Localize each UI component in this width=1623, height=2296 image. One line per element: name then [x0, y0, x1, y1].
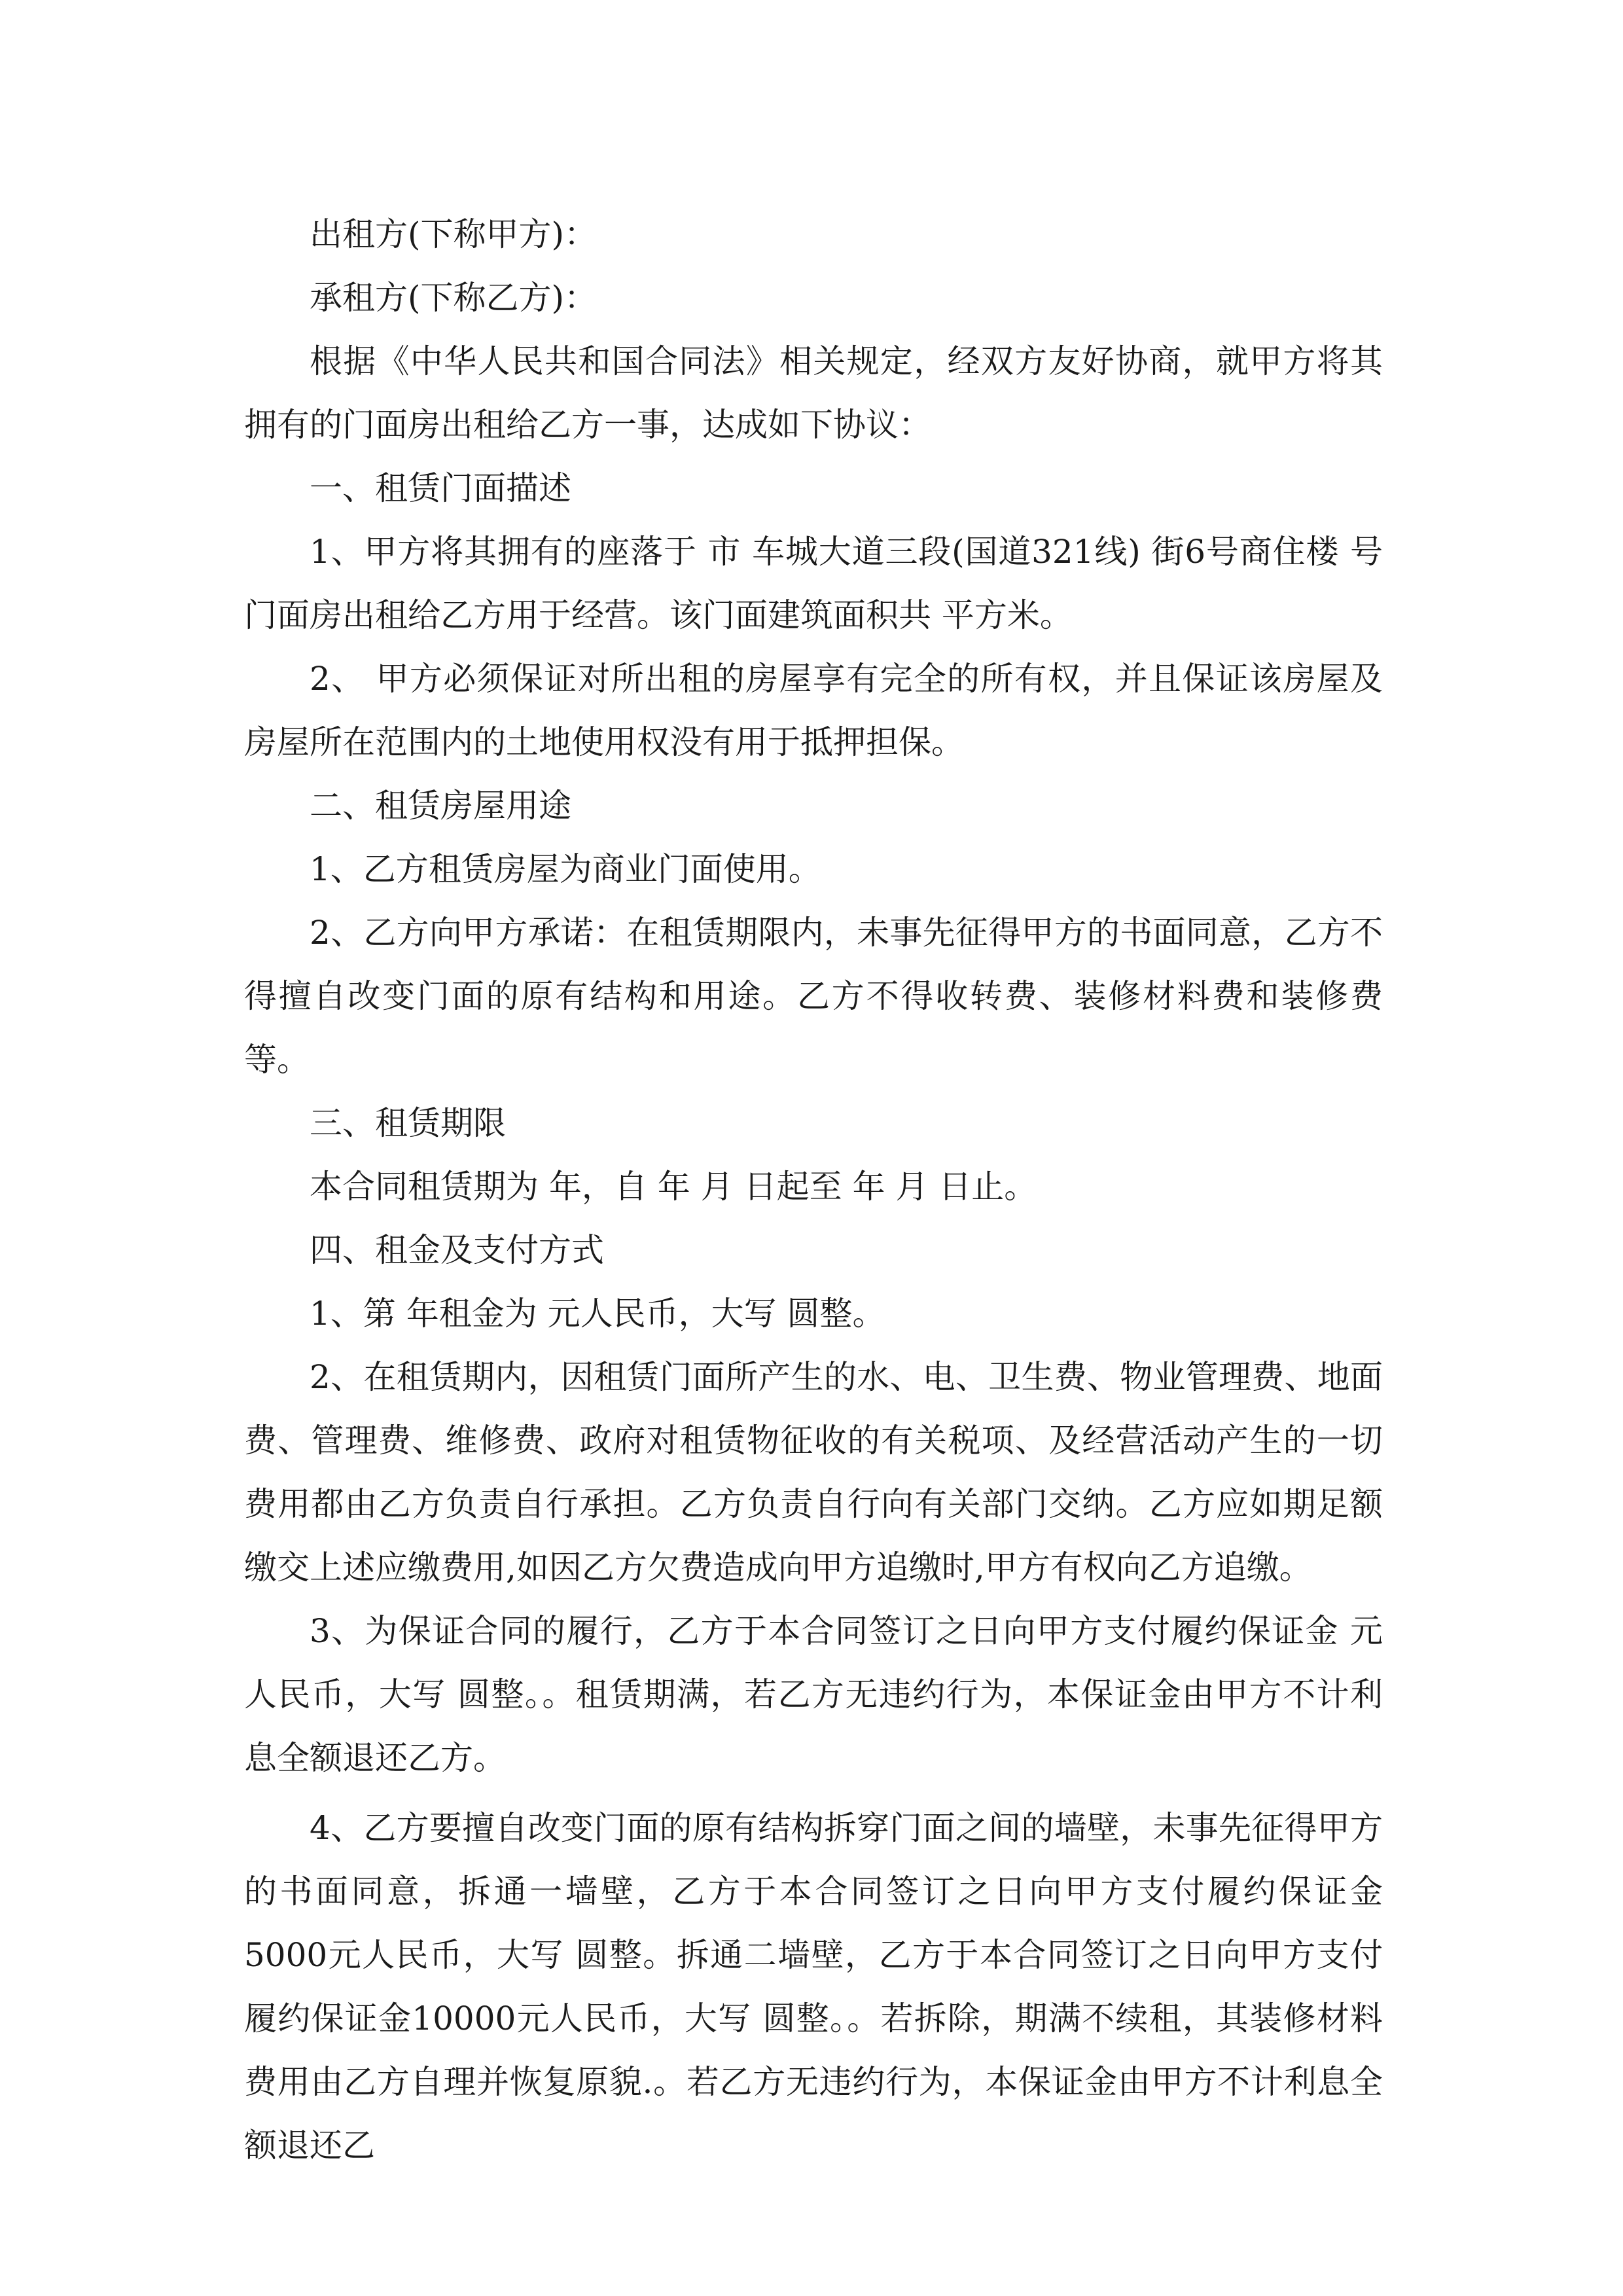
section-heading-4: 四、租金及支付方式: [310, 1231, 604, 1269]
section-heading-2: 二、租赁房屋用途: [310, 787, 571, 825]
section-heading-1: 一、租赁门面描述: [310, 469, 571, 507]
section-heading-3: 三、租赁期限: [310, 1104, 506, 1142]
lessee-line: 承租方(下称乙方)：: [310, 279, 597, 317]
document-body: [244, 203, 1383, 2178]
lease-term-line: 本合同租赁期为 年，自 年 月 日起至 年 月 日止。: [310, 1168, 1037, 1206]
preamble-paragraph: 根据《中华人民共和国合同法》相关规定，经双方友好协商，就甲方将其拥有的门面房出租给乙方一事，达成如下协议：: [244, 342, 1383, 444]
clause-4-3: 3、为保证合同的履行，乙方于本合同签订之日向甲方支付履约保证金 元人民币，大写 圆整。。租赁期满，若乙方无违约行为，本保证金由甲方不计利息全额退还乙方。: [244, 1612, 1383, 1777]
clause-1-2: 2、 甲方必须保证对所出租的房屋享有完全的所有权，并且保证该房屋及房屋所在范围内的土地使用权没有用于抵押担保。: [244, 660, 1383, 761]
clause-4-1: 1、第 年租金为 元人民币，大写 圆整。: [310, 1295, 885, 1333]
lessor-line: 出租方(下称甲方)：: [310, 215, 597, 253]
clause-2-2: 2、乙方向甲方承诺：在租赁期限内，未事先征得甲方的书面同意，乙方不得擅自改变门面的原有结构和用途。乙方不得收转费、装修材料费和装修费等。: [244, 914, 1383, 1079]
clause-2-1: 1、乙方租赁房屋为商业门面使用。: [310, 850, 821, 888]
clause-4-4: 4、乙方要擅自改变门面的原有结构拆穿门面之间的墙壁，未事先征得甲方的书面同意，拆通一墙壁，乙方于本合同签订之日向甲方支付履约保证金 5000元人民币，大写 圆整。拆通二墙壁，乙方于本合同签订之日向甲方支付履约保证金10000元人民币，大写 圆整。。若拆除，期满不续租，其装修材料费用由乙方自理并恢复原貌.。若乙方无违约行为，本保证金由甲方不计利息全额退还乙: [244, 1809, 1383, 2164]
clause-1-1: 1、甲方将其拥有的座落于 市 车城大道三段(国道321线) 街6号商住楼 号门面房出租给乙方用于经营。该门面建筑面积共 平方米。: [244, 533, 1383, 634]
clause-4-2: 2、在租赁期内，因租赁门面所产生的水、电、卫生费、物业管理费、地面费、管理费、维修费、政府对租赁物征收的有关税项、及经营活动产生的一切费用都由乙方负责自行承担。乙方负责自行向有关部门交纳。乙方应如期足额缴交上述应缴费用,如因乙方欠费造成向甲方追缴时,甲方有权向乙方追缴。: [244, 1358, 1383, 1587]
